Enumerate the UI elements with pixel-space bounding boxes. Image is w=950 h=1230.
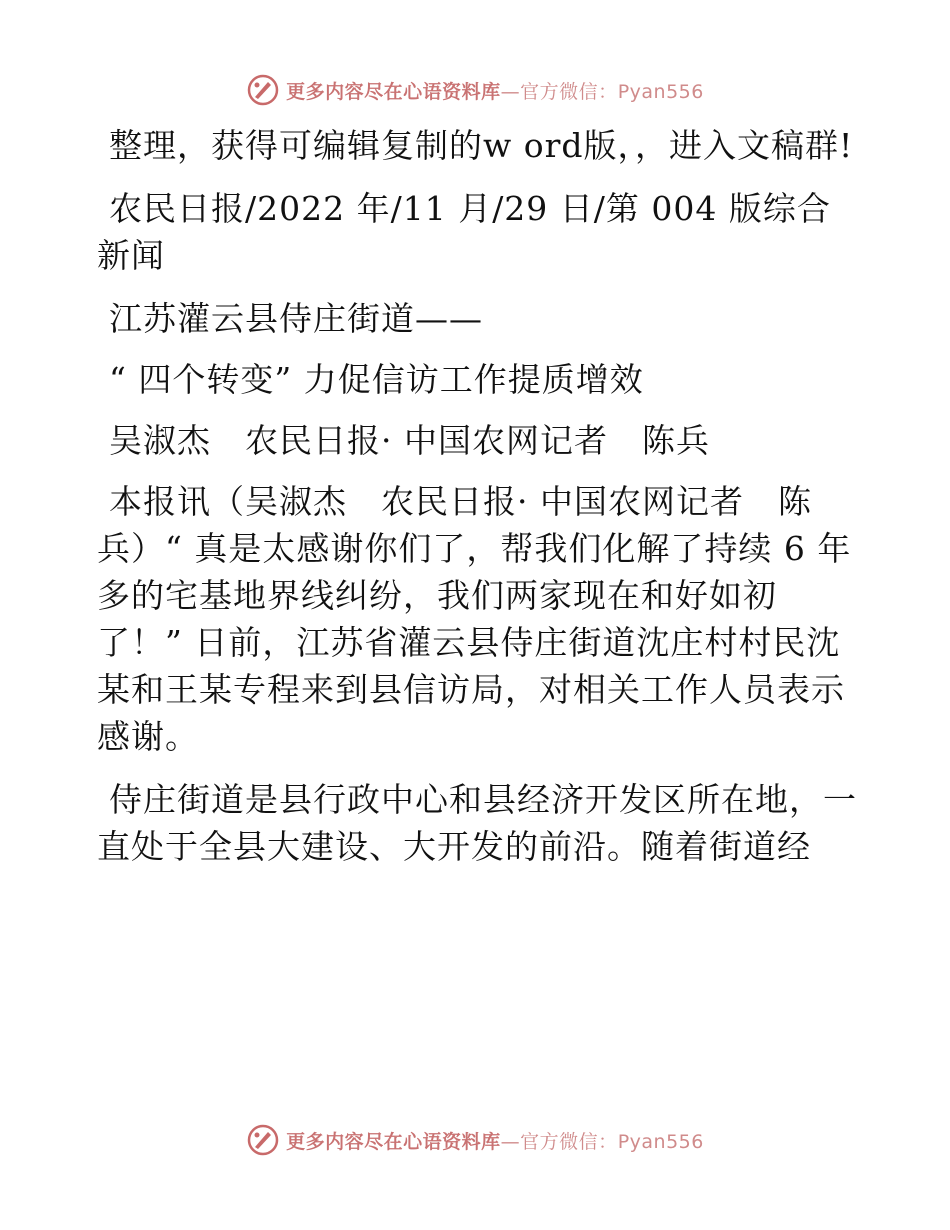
footer-watermark-banner [0, 1120, 950, 1160]
paragraph-subtitle: 江苏灌云县侍庄街道—— [109, 299, 483, 338]
banner-text [286, 77, 704, 104]
banner-dash: — [500, 80, 521, 103]
banner-handle: Pyan556 [617, 80, 704, 103]
banner-sub-text: 官方微信： [520, 80, 618, 103]
document-body [97, 122, 857, 886]
paragraph-intro: 整理，获得可编辑复制的w ord版，，进入文稿群! [109, 126, 854, 165]
paragraph-lead: 本报讯（吴淑杰 农民日报· 中国农网记者 陈兵）“ 真是太感谢你们了，帮我们化解了持续 6 年多的宅基地界线纠纷，我们两家现在和好如初了！” 日前，江苏省灌云县侍庄街道沈庄村村民沈某和王某专程来到县信访局，对相关工作人员表示感谢。 [97, 482, 852, 756]
banner-text [286, 1127, 704, 1154]
paragraph-headline: “ 四个转变” 力促信访工作提质增效 [109, 360, 644, 399]
banner-main-text: 更多内容尽在心语资料库 [286, 1130, 501, 1153]
banner-main-text: 更多内容尽在心语资料库 [286, 80, 501, 103]
brand-logo-icon [246, 73, 280, 107]
banner-handle: Pyan556 [617, 1130, 704, 1153]
banner-dash: — [500, 1130, 521, 1153]
brand-logo-icon [246, 1123, 280, 1157]
paragraph-byline: 吴淑杰 农民日报· 中国农网记者 陈兵 [109, 421, 710, 460]
header-watermark-banner [0, 70, 950, 110]
paragraph-body: 侍庄街道是县行政中心和县经济开发区所在地，一直处于全县大建设、大开发的前沿。随着街道经 [97, 780, 857, 866]
paragraph-source: 农民日报/2022 年/11 月/29 日/第 004 版综合新闻 [97, 189, 831, 275]
banner-sub-text: 官方微信： [520, 1130, 618, 1153]
